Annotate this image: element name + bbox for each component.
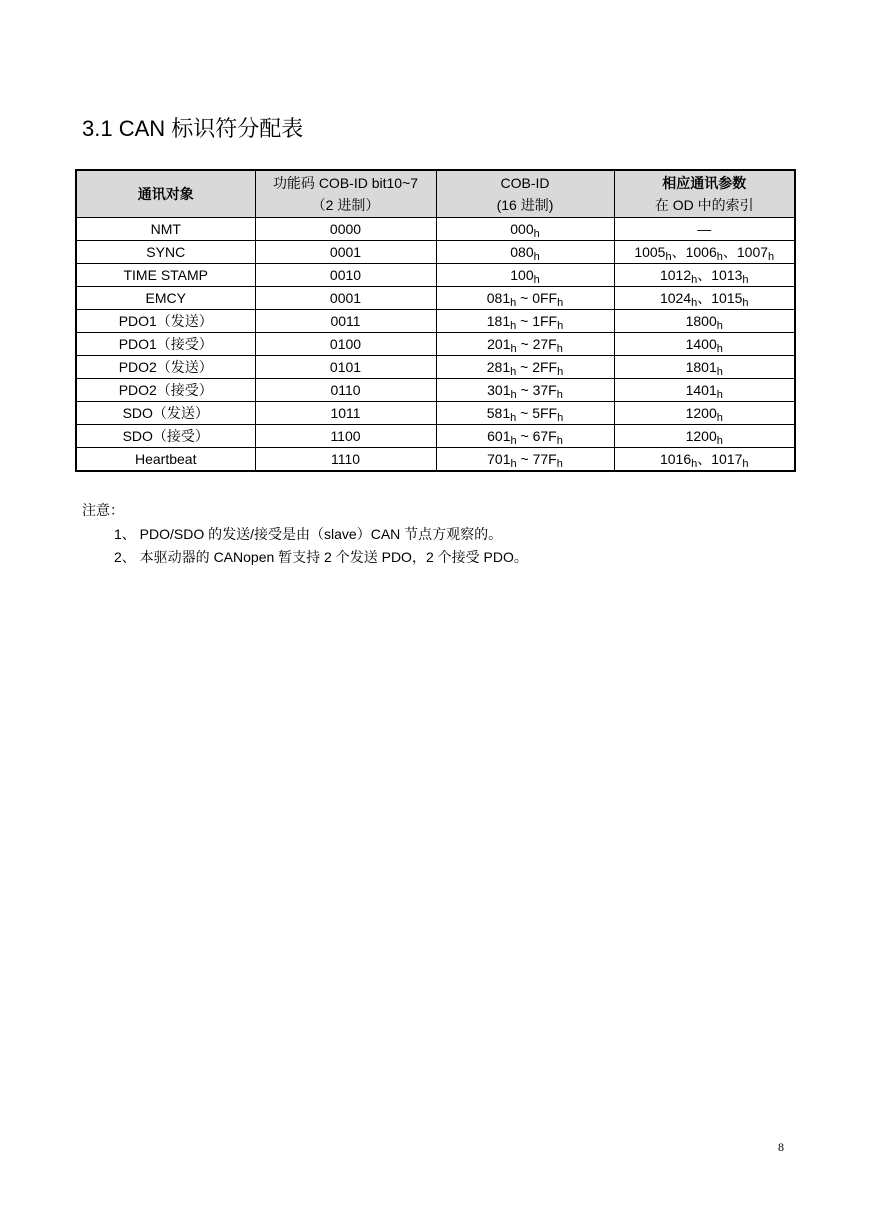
od-index-text: 1400: [685, 336, 717, 352]
od-index-text: 1016: [659, 451, 692, 467]
hex-subscript: h: [716, 366, 723, 378]
cell-cob-id: [436, 218, 614, 241]
cell-od-index: [614, 264, 795, 287]
od-index-text: 1024: [659, 290, 692, 306]
hex-subscript: h: [716, 412, 723, 424]
header-cob-id: COB-ID (16 进制): [436, 170, 614, 218]
hex-subscript: h: [691, 297, 698, 309]
cob-id-text: 081: [486, 290, 511, 306]
hex-subscript: h: [510, 412, 517, 424]
cell-od-index: [614, 356, 795, 379]
cell-od-index: [614, 448, 795, 472]
cell-object: Heartbeat: [76, 448, 255, 472]
cob-id-text: ~ 67F: [516, 428, 557, 444]
cell-function-code: 0001: [255, 241, 436, 264]
hex-subscript: h: [691, 458, 698, 470]
od-index-text: 1200: [685, 428, 717, 444]
cell-od-index: [614, 425, 795, 448]
table-body: [76, 218, 795, 472]
cell-object: EMCY: [76, 287, 255, 310]
cob-id-text: 080: [510, 244, 534, 260]
od-index-text: 、1017: [697, 451, 743, 467]
cell-function-code: 1011: [255, 402, 436, 425]
hex-subscript: h: [665, 251, 672, 263]
hex-subscript: h: [510, 389, 517, 401]
hex-subscript: h: [556, 458, 563, 470]
hex-subscript: h: [510, 343, 517, 355]
cell-function-code: 1100: [255, 425, 436, 448]
cell-cob-id: [436, 264, 614, 287]
cell-od-index: [614, 287, 795, 310]
od-index-text: 、1015: [697, 290, 743, 306]
hex-subscript: h: [510, 366, 517, 378]
hex-subscript: h: [533, 251, 540, 263]
cell-cob-id: [436, 379, 614, 402]
can-identifier-table: [75, 169, 796, 472]
hex-subscript: h: [510, 458, 517, 470]
cell-od-index: [614, 402, 795, 425]
cob-id-text: ~ 1FF: [516, 313, 558, 329]
cell-cob-id: [436, 425, 614, 448]
cell-object: SDO（接受）: [76, 425, 255, 448]
od-index-text: 1800: [685, 313, 717, 329]
cob-id-text: ~ 2FF: [516, 359, 558, 375]
cell-od-index: [614, 218, 795, 241]
cob-id-text: ~ 37F: [516, 382, 557, 398]
hex-subscript: h: [556, 435, 563, 447]
cell-od-index: [614, 241, 795, 264]
cell-function-code: 0011: [255, 310, 436, 333]
hex-subscript: h: [716, 343, 723, 355]
hex-subscript: h: [533, 274, 540, 286]
cell-function-code: 0010: [255, 264, 436, 287]
table-row: [76, 448, 795, 472]
table-row: [76, 333, 795, 356]
table-row: [76, 264, 795, 287]
cell-cob-id: [436, 356, 614, 379]
hex-subscript: h: [556, 343, 563, 355]
cell-object: TIME STAMP: [76, 264, 255, 287]
cell-function-code: 0100: [255, 333, 436, 356]
cob-id-text: 701: [487, 451, 511, 467]
od-index-text: 、1007: [722, 244, 769, 260]
hex-subscript: h: [691, 274, 698, 286]
hex-subscript: h: [742, 274, 749, 286]
table-row: [76, 310, 795, 333]
cell-object: SDO（发送）: [76, 402, 255, 425]
table-row: [76, 425, 795, 448]
cob-id-text: 301: [487, 382, 511, 398]
cell-cob-id: [436, 241, 614, 264]
page-number: 8: [778, 1140, 784, 1154]
cob-id-text: 100: [510, 267, 534, 283]
cob-id-text: 000: [510, 221, 534, 237]
hex-subscript: h: [716, 435, 723, 447]
cell-object: SYNC: [76, 241, 255, 264]
cell-od-index: [614, 333, 795, 356]
hex-subscript: h: [716, 389, 723, 401]
cell-cob-id: [436, 287, 614, 310]
cell-function-code: 0001: [255, 287, 436, 310]
table-header-row: [76, 170, 795, 218]
hex-subscript: h: [557, 297, 564, 309]
header-function-code: 功能码 COB-ID bit10~7 （2 进制）: [255, 170, 436, 218]
od-index-text: 1401: [685, 382, 717, 398]
cell-object: PDO1（发送）: [76, 310, 255, 333]
hex-subscript: h: [716, 320, 723, 332]
table-row: [76, 241, 795, 264]
hex-subscript: h: [557, 412, 564, 424]
cell-cob-id: [436, 402, 614, 425]
notes-section: [82, 500, 528, 569]
cob-id-text: ~ 5FF: [516, 405, 558, 421]
cell-object: PDO2（接受）: [76, 379, 255, 402]
table-row: [76, 218, 795, 241]
cell-object: NMT: [76, 218, 255, 241]
od-index-text: 1005: [634, 244, 666, 260]
od-index-text: 、1006: [671, 244, 717, 260]
hex-subscript: h: [557, 366, 564, 378]
cell-object: PDO2（发送）: [76, 356, 255, 379]
note-item-2: 2、 本驱动器的 CANopen 暂支持 2 个发送 PDO，2 个接受 PDO。: [114, 549, 528, 565]
notes-heading: 注意：: [82, 503, 124, 519]
hex-subscript: h: [742, 297, 749, 309]
od-index-text: 1200: [685, 405, 717, 421]
cob-id-text: 181: [486, 313, 511, 329]
od-index-text: 、1013: [697, 267, 743, 283]
cob-id-text: 581: [486, 405, 511, 421]
hex-subscript: h: [556, 389, 563, 401]
cob-id-text: 201: [487, 336, 511, 352]
hex-subscript: h: [716, 251, 723, 263]
cob-id-text: ~ 0FF: [516, 290, 558, 306]
cob-id-text: ~ 27F: [516, 336, 557, 352]
cell-function-code: 0110: [255, 379, 436, 402]
od-index-text: 1012: [659, 267, 692, 283]
hex-subscript: h: [768, 251, 775, 263]
cell-cob-id: [436, 310, 614, 333]
cell-function-code: 0101: [255, 356, 436, 379]
hex-subscript: h: [510, 297, 517, 309]
od-index-text: —: [697, 221, 712, 237]
cell-function-code: 0000: [255, 218, 436, 241]
cob-id-text: ~ 77F: [516, 451, 557, 467]
page-title: 3.1 CAN 标识符分配表: [82, 116, 304, 141]
hex-subscript: h: [557, 320, 564, 332]
cob-id-text: 601: [487, 428, 511, 444]
table-row: [76, 379, 795, 402]
cell-function-code: 1110: [255, 448, 436, 472]
hex-subscript: h: [510, 435, 517, 447]
cob-id-text: 281: [486, 359, 511, 375]
cell-cob-id: [436, 448, 614, 472]
table-row: [76, 287, 795, 310]
hex-subscript: h: [742, 458, 749, 470]
table-row: [76, 402, 795, 425]
hex-subscript: h: [510, 320, 517, 332]
hex-subscript: h: [533, 228, 540, 240]
cell-object: PDO1（接受）: [76, 333, 255, 356]
cell-cob-id: [436, 333, 614, 356]
header-od-index: 相应通讯参数 在 OD 中的索引: [614, 170, 795, 218]
note-item-1: 1、 PDO/SDO 的发送/接受是由（slave）CAN 节点方观察的。: [114, 526, 503, 542]
table-row: [76, 356, 795, 379]
cell-od-index: [614, 379, 795, 402]
header-object: 通讯对象: [76, 170, 255, 218]
cell-od-index: [614, 310, 795, 333]
od-index-text: 1801: [685, 359, 717, 375]
